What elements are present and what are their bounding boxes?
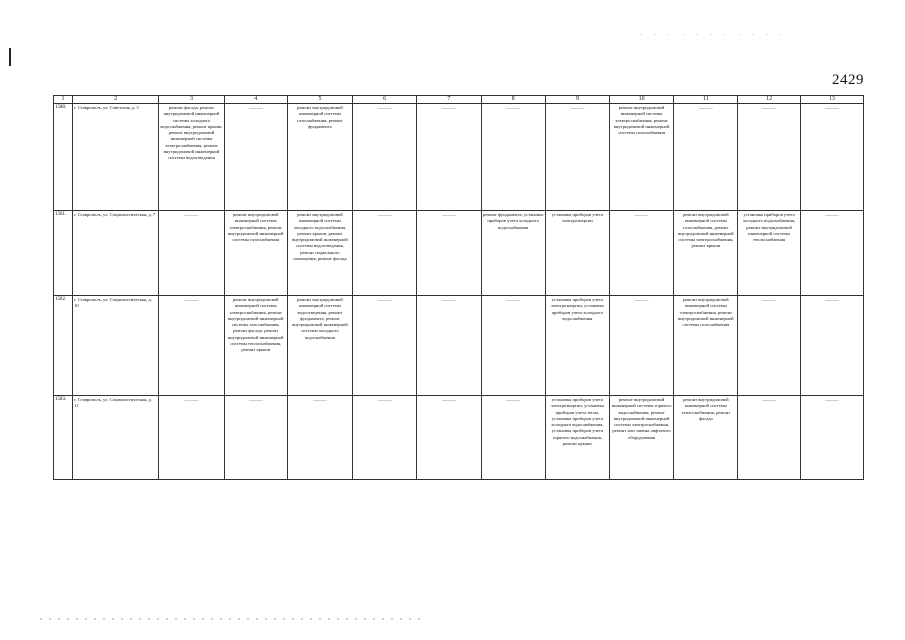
- work-cell: ремонт внутридомовой инженерной системы теплоснабжения, ремонт фасада: [674, 396, 738, 480]
- column-header: 7: [417, 96, 481, 104]
- work-cell: ремонт фундамента, установка приборов учета холодного водоснабжения: [481, 211, 545, 296]
- row-number: 1581.: [54, 211, 73, 296]
- table-row: [54, 296, 864, 396]
- column-header: 6: [353, 96, 417, 104]
- address-cell: г. Ставрополь, ул. Социалистическая, д. 7: [73, 211, 159, 296]
- column-header: 2: [73, 96, 159, 104]
- work-cell: ———: [224, 104, 287, 211]
- work-cell: установка приборов учета электроэнергии, установка приборов учета тепла, установка приборов учета холодного водоснабжения, установка приборов учета горячего водоснабжения, ремонт крыши: [545, 396, 609, 480]
- work-cell: ———: [545, 104, 609, 211]
- work-cell: ———: [159, 211, 224, 296]
- column-header: 9: [545, 96, 609, 104]
- works-table: [53, 95, 864, 480]
- table-row: [54, 211, 864, 296]
- address-cell: г. Ставрополь, ул. Советская, д. 5: [73, 104, 159, 211]
- work-cell: ———: [353, 104, 417, 211]
- column-header: 5: [287, 96, 352, 104]
- work-cell: ремонт внутридомовой инженерной системы электроснабжения, ремонт внутридомовой инженерной системы газоснабжения: [610, 104, 674, 211]
- work-cell: ———: [674, 104, 738, 211]
- column-header: 3: [159, 96, 224, 104]
- table-row: [54, 104, 864, 211]
- work-cell: ———: [353, 396, 417, 480]
- address-cell: г. Ставрополь, ул. Социалистическая, д. 10: [73, 296, 159, 396]
- column-header: 4: [224, 96, 287, 104]
- work-cell: ———: [353, 211, 417, 296]
- work-cell: ———: [800, 296, 863, 396]
- work-cell: ремонт внутридомовой инженерной системы электроснабжения, ремонт внутридомовой инженерной системы газоснабжения: [674, 296, 738, 396]
- column-header: 13: [800, 96, 863, 104]
- work-cell: ———: [481, 396, 545, 480]
- margin-mark: [9, 48, 11, 66]
- work-cell: ———: [738, 396, 800, 480]
- address-cell: г. Ставрополь, ул. Социалистическая, д. 11: [73, 396, 159, 480]
- work-cell: установка приборов учета электроэнергии: [545, 211, 609, 296]
- column-header: 11: [674, 96, 738, 104]
- work-cell: ———: [738, 296, 800, 396]
- column-header: 12: [738, 96, 800, 104]
- work-cell: ———: [610, 296, 674, 396]
- scan-artifact-top: [640, 34, 790, 35]
- row-number: 1583.: [54, 396, 73, 480]
- work-cell: ———: [417, 296, 481, 396]
- work-cell: ———: [481, 104, 545, 211]
- work-cell: ремонт внутридомовой инженерной системы холодного водоснабжения, ремонт крыши, ремонт внутридомовой инженерной системы водоотведения, ремонт подвального помещения, ремонт фасада: [287, 211, 352, 296]
- work-cell: ———: [353, 296, 417, 396]
- row-number: 1580.: [54, 104, 73, 211]
- work-cell: ———: [610, 211, 674, 296]
- table-row: [54, 396, 864, 480]
- work-cell: ———: [800, 211, 863, 296]
- row-number: 1582.: [54, 296, 73, 396]
- page-number: 2429: [832, 72, 864, 88]
- work-cell: ———: [159, 296, 224, 396]
- work-cell: ———: [159, 396, 224, 480]
- work-cell: ———: [224, 396, 287, 480]
- column-header: 10: [610, 96, 674, 104]
- work-cell: ремонт внутридомовой инженерной системы горячего водоснабжения, ремонт внутридомовой инженерной системы электроснабжения, ремонт или замена лифтового оборудования: [610, 396, 674, 480]
- work-cell: ———: [481, 296, 545, 396]
- work-cell: ———: [417, 396, 481, 480]
- work-cell: ремонт внутридомовой инженерной системы электроснабжения, ремонт внутридомовой инженерной системы газоснабжения, ремонт фасада, ремонт внутридомовой инженерной системы теплоснабжения, ремонт крыши: [224, 296, 287, 396]
- work-cell: ремонт внутридомовой инженерной системы водоотведения, ремонт фундамента, ремонт внутридомовой инженерной системы холодного водоснабжения: [287, 296, 352, 396]
- work-cell: установка приборов учета электроэнергии, установка приборов учета холодного водоснабжения: [545, 296, 609, 396]
- work-cell: ремонт внутридомовой инженерной системы газоснабжения, ремонт внутридомовой инженерной системы электроснабжения, ремонт крыши: [674, 211, 738, 296]
- column-number-row: [54, 96, 864, 104]
- scan-artifact-bottom: [40, 618, 420, 620]
- work-cell: установка приборов учета холодного водоснабжения, ремонт внутридомовой инженерной системы теплоснабжения: [738, 211, 800, 296]
- work-cell: ———: [287, 396, 352, 480]
- work-cell: ———: [800, 104, 863, 211]
- work-cell: ———: [738, 104, 800, 211]
- column-header: 8: [481, 96, 545, 104]
- work-cell: ремонт внутридомовой инженерной системы газоснабжения, ремонт фундамента: [287, 104, 352, 211]
- work-cell: ———: [417, 211, 481, 296]
- work-cell: ремонт внутридомовой инженерной системы электроснабжения, ремонт внутридомовой инженерной системы газоснабжения: [224, 211, 287, 296]
- work-cell: ———: [417, 104, 481, 211]
- work-cell: ремонт фасада, ремонт внутридомовой инженерной системы холодного водоснабжения, ремонт крыши, ремонт внутридомовой инженерной системы электроснабжения, ремонт внутридомовой инженерной системы водоотведения: [159, 104, 224, 211]
- column-header: 1: [54, 96, 73, 104]
- work-cell: ———: [800, 396, 863, 480]
